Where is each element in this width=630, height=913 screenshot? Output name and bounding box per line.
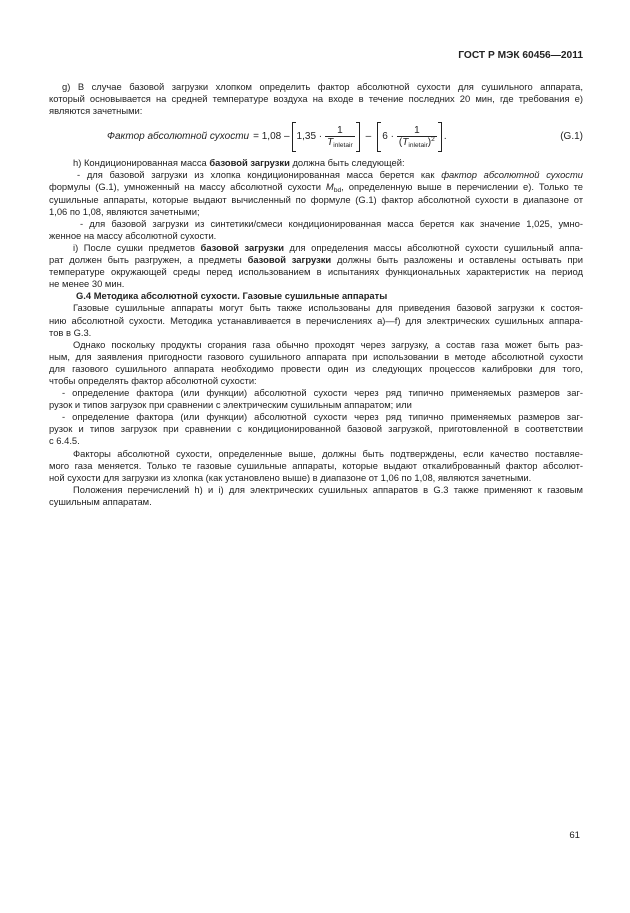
- document-code-header: ГОСТ Р МЭК 60456—2011: [458, 50, 583, 61]
- term1-coefficient: 1,35 ·: [296, 131, 323, 143]
- page-body: [49, 81, 583, 508]
- formula-terminator: .: [443, 131, 447, 143]
- text-line: нию абсолютной сухости. Методика устанавливается в перечислениях a)—f) для электрических сушильных аппара-: [49, 314, 583, 326]
- term2-denominator: [397, 136, 437, 150]
- list-item-h: [49, 157, 583, 169]
- formula-term1-bracket: [292, 122, 360, 152]
- paragraph-calibration: [49, 339, 583, 387]
- text-line: [49, 181, 583, 193]
- paragraph-gas-dryers: [49, 302, 583, 338]
- term2-fraction: [397, 125, 437, 150]
- text-line: не менее 30 мин.: [49, 278, 125, 290]
- term1-symbol: T: [327, 136, 334, 148]
- text-run: должны быть разложены и оставлены остывать при: [331, 254, 583, 266]
- formula-term2-bracket: [377, 122, 442, 152]
- list-item-g: [49, 81, 583, 117]
- text-run: i) После сушки предметов: [73, 241, 201, 253]
- text-line: ным, для заявления пригодности газового сушильного аппарата при использовании в методе абсолютной сухости: [49, 350, 583, 362]
- text-line: - определение фактора (или функции) абсолютной сухости через ряд типично применяемых размеров заг-: [62, 387, 583, 399]
- list-item-i: [49, 242, 583, 290]
- formula-minus: –: [365, 131, 372, 143]
- text-line: Газовые сушильные аппараты могут быть также использованы для приведения базовой загрузки к состоя-: [73, 302, 583, 314]
- text-run: формулы (G.1), умноженный на массу абсолютной сухости: [49, 181, 326, 193]
- text-line: являются зачетными:: [49, 105, 143, 117]
- paragraph-provisions: [49, 484, 583, 508]
- text-line: сушильные аппараты, которые выдают вычисленный по формуле (G.1) фактор абсолютной сухости в диапазоне от: [49, 193, 583, 205]
- text-line: [49, 169, 583, 181]
- term2-symbol: T: [402, 136, 409, 148]
- term1-fraction: [325, 125, 355, 150]
- text-line: g) В случае базовой загрузки хлопком определить фактор абсолютной сухости для сушильного аппарата,: [62, 81, 583, 92]
- term1-numerator: 1: [337, 124, 343, 136]
- list-item-h-cotton: [49, 169, 583, 217]
- bold-run: базовой загрузки: [200, 241, 284, 253]
- text-line: тов в G.3.: [49, 326, 92, 338]
- text-line: сушильным аппаратам.: [49, 495, 152, 507]
- text-run: для определения массы абсолютной сухости сушильный аппа-: [283, 241, 583, 253]
- text-line: который основывается на средней температуре воздуха на входе в течение последних 20 мин, где требования e): [49, 93, 583, 105]
- text-line: Однако поскольку продукты сгорания газа обычно проходят через загрузку, а состав газа может быть раз-: [73, 338, 583, 350]
- text-line: [49, 157, 583, 169]
- term2-numerator: 1: [414, 124, 420, 136]
- text-line: рузок и типов загрузок при сравнении с электрическим сушильным аппаратом; или: [49, 399, 412, 411]
- text-line: женное на массу абсолютной сухости.: [49, 229, 217, 241]
- text-line: рузок и типов загрузок при сравнении с кондиционированной базовой загрузкой, приготовленной в соответствии: [49, 423, 583, 435]
- term2-subscript: inletair: [408, 141, 428, 149]
- text-line: [49, 242, 583, 254]
- text-line: для газового сушильного аппарата необходимо провести один из следующих процессов калибровки для того,: [49, 362, 583, 374]
- list-item-h-synthetic: [49, 218, 583, 242]
- text-run: h) Кондиционированная масса: [73, 157, 210, 169]
- text-line: - определение фактора (или функции) абсолютной сухости через ряд типично применяемых размеров заг-: [62, 411, 583, 423]
- term2-exponent: 2: [431, 135, 435, 143]
- text-line: с 6.4.5.: [49, 435, 80, 447]
- text-run: рат должен быть разгружен, а предметы: [49, 254, 248, 266]
- text-line: 1,06 по 1,08, являются зачетными;: [49, 205, 200, 217]
- bold-run: базовой загрузки: [209, 157, 290, 169]
- text-line: мого газа меняется. Только те газовые сушильные аппараты, которые выдают откалиброванный фактор абсолют-: [49, 459, 583, 471]
- section-heading-g4: G.4 Методика абсолютной сухости. Газовые сушильные аппараты: [76, 290, 388, 302]
- text-line: Факторы абсолютной сухости, определенные выше, должны быть подтверждены, если качество поставляе-: [73, 447, 583, 459]
- sub-run: bd: [333, 187, 342, 195]
- italic-run: M: [325, 181, 334, 193]
- term1-subscript: inletair: [333, 141, 353, 149]
- page-number: 61: [569, 830, 580, 841]
- dash-item-conditioned: [49, 411, 583, 447]
- bold-run: базовой загрузки: [247, 254, 332, 266]
- text-line: Положения перечислений h) и i) для электрических сушильных аппаратов в G.3 также применяют к газовым: [73, 483, 583, 495]
- text-run: - для базовой загрузки из хлопка кондиционированная масса берется как: [77, 169, 442, 181]
- term1-denominator: [325, 136, 355, 150]
- formula-g1: [49, 117, 583, 157]
- text-line: чтобы определять фактор абсолютной сухости:: [49, 374, 257, 386]
- italic-run: фактор абсолютной сухости: [441, 169, 583, 181]
- formula-lhs: Фактор абсолютной сухости: [107, 131, 250, 143]
- text-line: ной сухости для загрузки из хлопка (как установлено выше) в диапазоне от 1,06 по 1,08, являются зачетными.: [49, 471, 532, 483]
- term2-open-paren: (: [398, 136, 403, 148]
- text-run: , определенную выше в перечислении e). Только те: [341, 181, 583, 193]
- text-line: - для базовой загрузки из синтетики/смеси кондиционированная масса берется как значение 1,025, умно-: [80, 217, 583, 229]
- term2-coefficient: 6 ·: [382, 131, 394, 143]
- formula-number: (G.1): [560, 131, 583, 143]
- formula-equals: = 1,08 –: [253, 131, 290, 143]
- text-line: температуре окружающей среды перед использованием в испытаниях функциональных характеристик на период: [49, 266, 583, 278]
- term2-close-paren: ): [427, 136, 432, 148]
- text-run: должна быть следующей:: [289, 157, 405, 169]
- text-line: [49, 254, 583, 266]
- dash-item-electric: [49, 387, 583, 411]
- paragraph-confirmation: [49, 448, 583, 484]
